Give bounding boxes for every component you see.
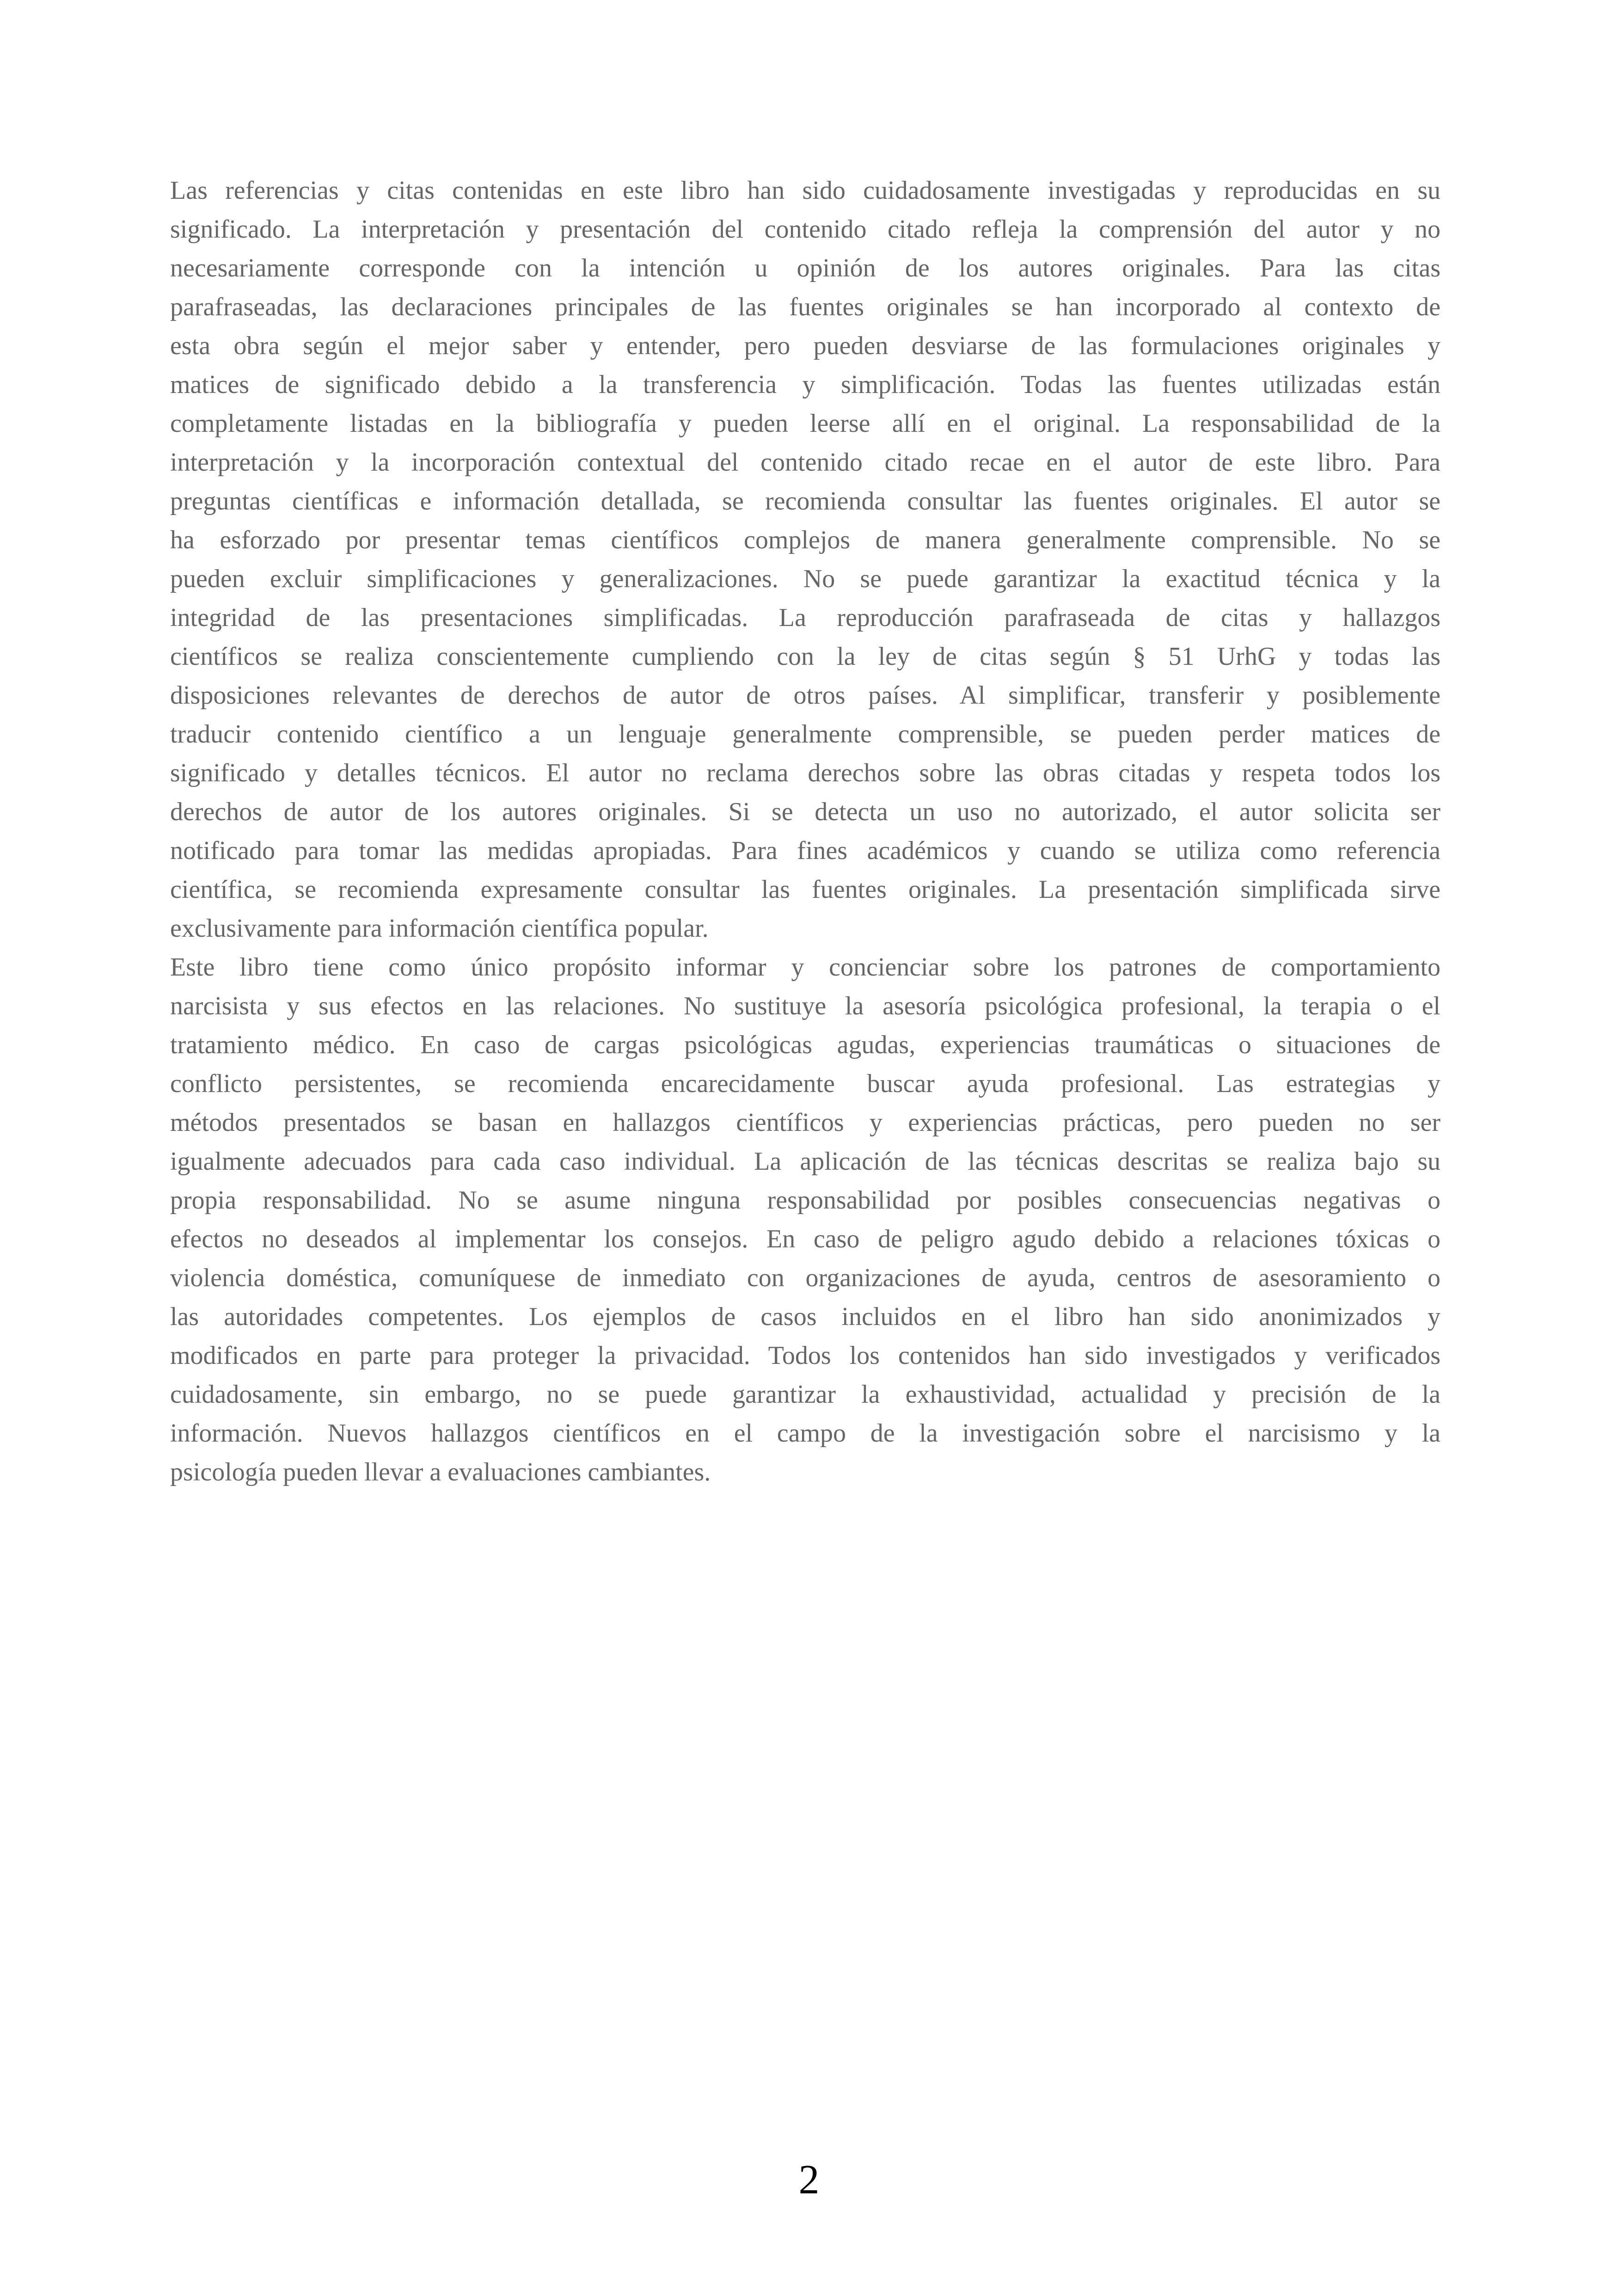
text-line: propia responsabilidad. No se asume ninguna responsabilidad por posibles consecuencias negativas o [170,1186,1440,1215]
text-line: traducir contenido científico a un lenguaje generalmente comprensible, se pueden perder matices de [170,720,1440,749]
text-line: necesariamente corresponde con la intención u opinión de los autores originales. Para las citas [170,254,1440,282]
text-line: científicos se realiza conscientemente cumpliendo con la ley de citas según § 51 UrhG y todas las [170,642,1440,671]
text-line: pueden excluir simplificaciones y generalizaciones. No se puede garantizar la exactitud técnica y la [170,565,1440,593]
text-line: preguntas científicas e información detallada, se recomienda consultar las fuentes originales. El autor se [170,487,1440,516]
text-line: disposiciones relevantes de derechos de autor de otros países. Al simplificar, transferir y posiblemente [170,681,1440,710]
text-line: interpretación y la incorporación contextual del contenido citado recae en el autor de este libro. Para [170,448,1440,477]
text-line: efectos no deseados al implementar los consejos. En caso de peligro agudo debido a relaciones tóxicas o [170,1225,1440,1253]
text-line: violencia doméstica, comuníquese de inmediato con organizaciones de ayuda, centros de asesoramiento o [170,1264,1440,1292]
text-line: científica, se recomienda expresamente consultar las fuentes originales. La presentación simplificada sirve [170,875,1440,904]
text-line: notificado para tomar las medidas apropiadas. Para fines académicos y cuando se utiliza como referencia [170,836,1440,865]
page-number: 2 [798,2157,820,2203]
text-line: cuidadosamente, sin embargo, no se puede garantizar la exhaustividad, actualidad y precisión de la [170,1380,1440,1409]
text-line: significado y detalles técnicos. El autor no reclama derechos sobre las obras citadas y respeta todos los [170,759,1440,787]
text-line: ha esforzado por presentar temas científicos complejos de manera generalmente comprensible. No se [170,526,1440,554]
text-line: Este libro tiene como único propósito informar y concienciar sobre los patrones de comportamiento [170,953,1440,982]
text-line: exclusivamente para información científica popular. [170,914,709,943]
text-line: las autoridades competentes. Los ejemplos de casos incluidos en el libro han sido anonimizados y [170,1302,1440,1331]
text-line: completamente listadas en la bibliografía y pueden leerse allí en el original. La responsabilidad de la [170,409,1440,438]
text-line: psicología pueden llevar a evaluaciones cambiantes. [170,1458,711,1486]
text-line: igualmente adecuados para cada caso individual. La aplicación de las técnicas descritas se realiza bajo su [170,1147,1440,1176]
text-line: significado. La interpretación y presentación del contenido citado refleja la comprensión del autor y no [170,215,1440,244]
text-line: derechos de autor de los autores originales. Si se detecta un uso no autorizado, el autor solicita ser [170,798,1440,826]
text-line: narcisista y sus efectos en las relaciones. No sustituye la asesoría psicológica profesional, la terapia o el [170,992,1440,1020]
text-line: modificados en parte para proteger la privacidad. Todos los contenidos han sido investigados y verificados [170,1341,1440,1370]
text-line: tratamiento médico. En caso de cargas psicológicas agudas, experiencias traumáticas o situaciones de [170,1031,1440,1059]
text-line: métodos presentados se basan en hallazgos científicos y experiencias prácticas, pero pueden no ser [170,1108,1440,1137]
text-line: conflicto persistentes, se recomienda encarecidamente buscar ayuda profesional. Las estrategias y [170,1069,1440,1098]
text-line: esta obra según el mejor saber y entender, pero pueden desviarse de las formulaciones originales y [170,332,1440,360]
text-line: Las referencias y citas contenidas en este libro han sido cuidadosamente investigadas y reproducidas en su [170,176,1440,205]
text-line: integridad de las presentaciones simplificadas. La reproducción parafraseada de citas y hallazgos [170,603,1440,632]
text-line: parafraseadas, las declaraciones principales de las fuentes originales se han incorporado al contexto de [170,293,1440,321]
text-line: matices de significado debido a la transferencia y simplificación. Todas las fuentes utilizadas están [170,370,1440,399]
text-line: información. Nuevos hallazgos científicos en el campo de la investigación sobre el narcisismo y la [170,1419,1440,1448]
